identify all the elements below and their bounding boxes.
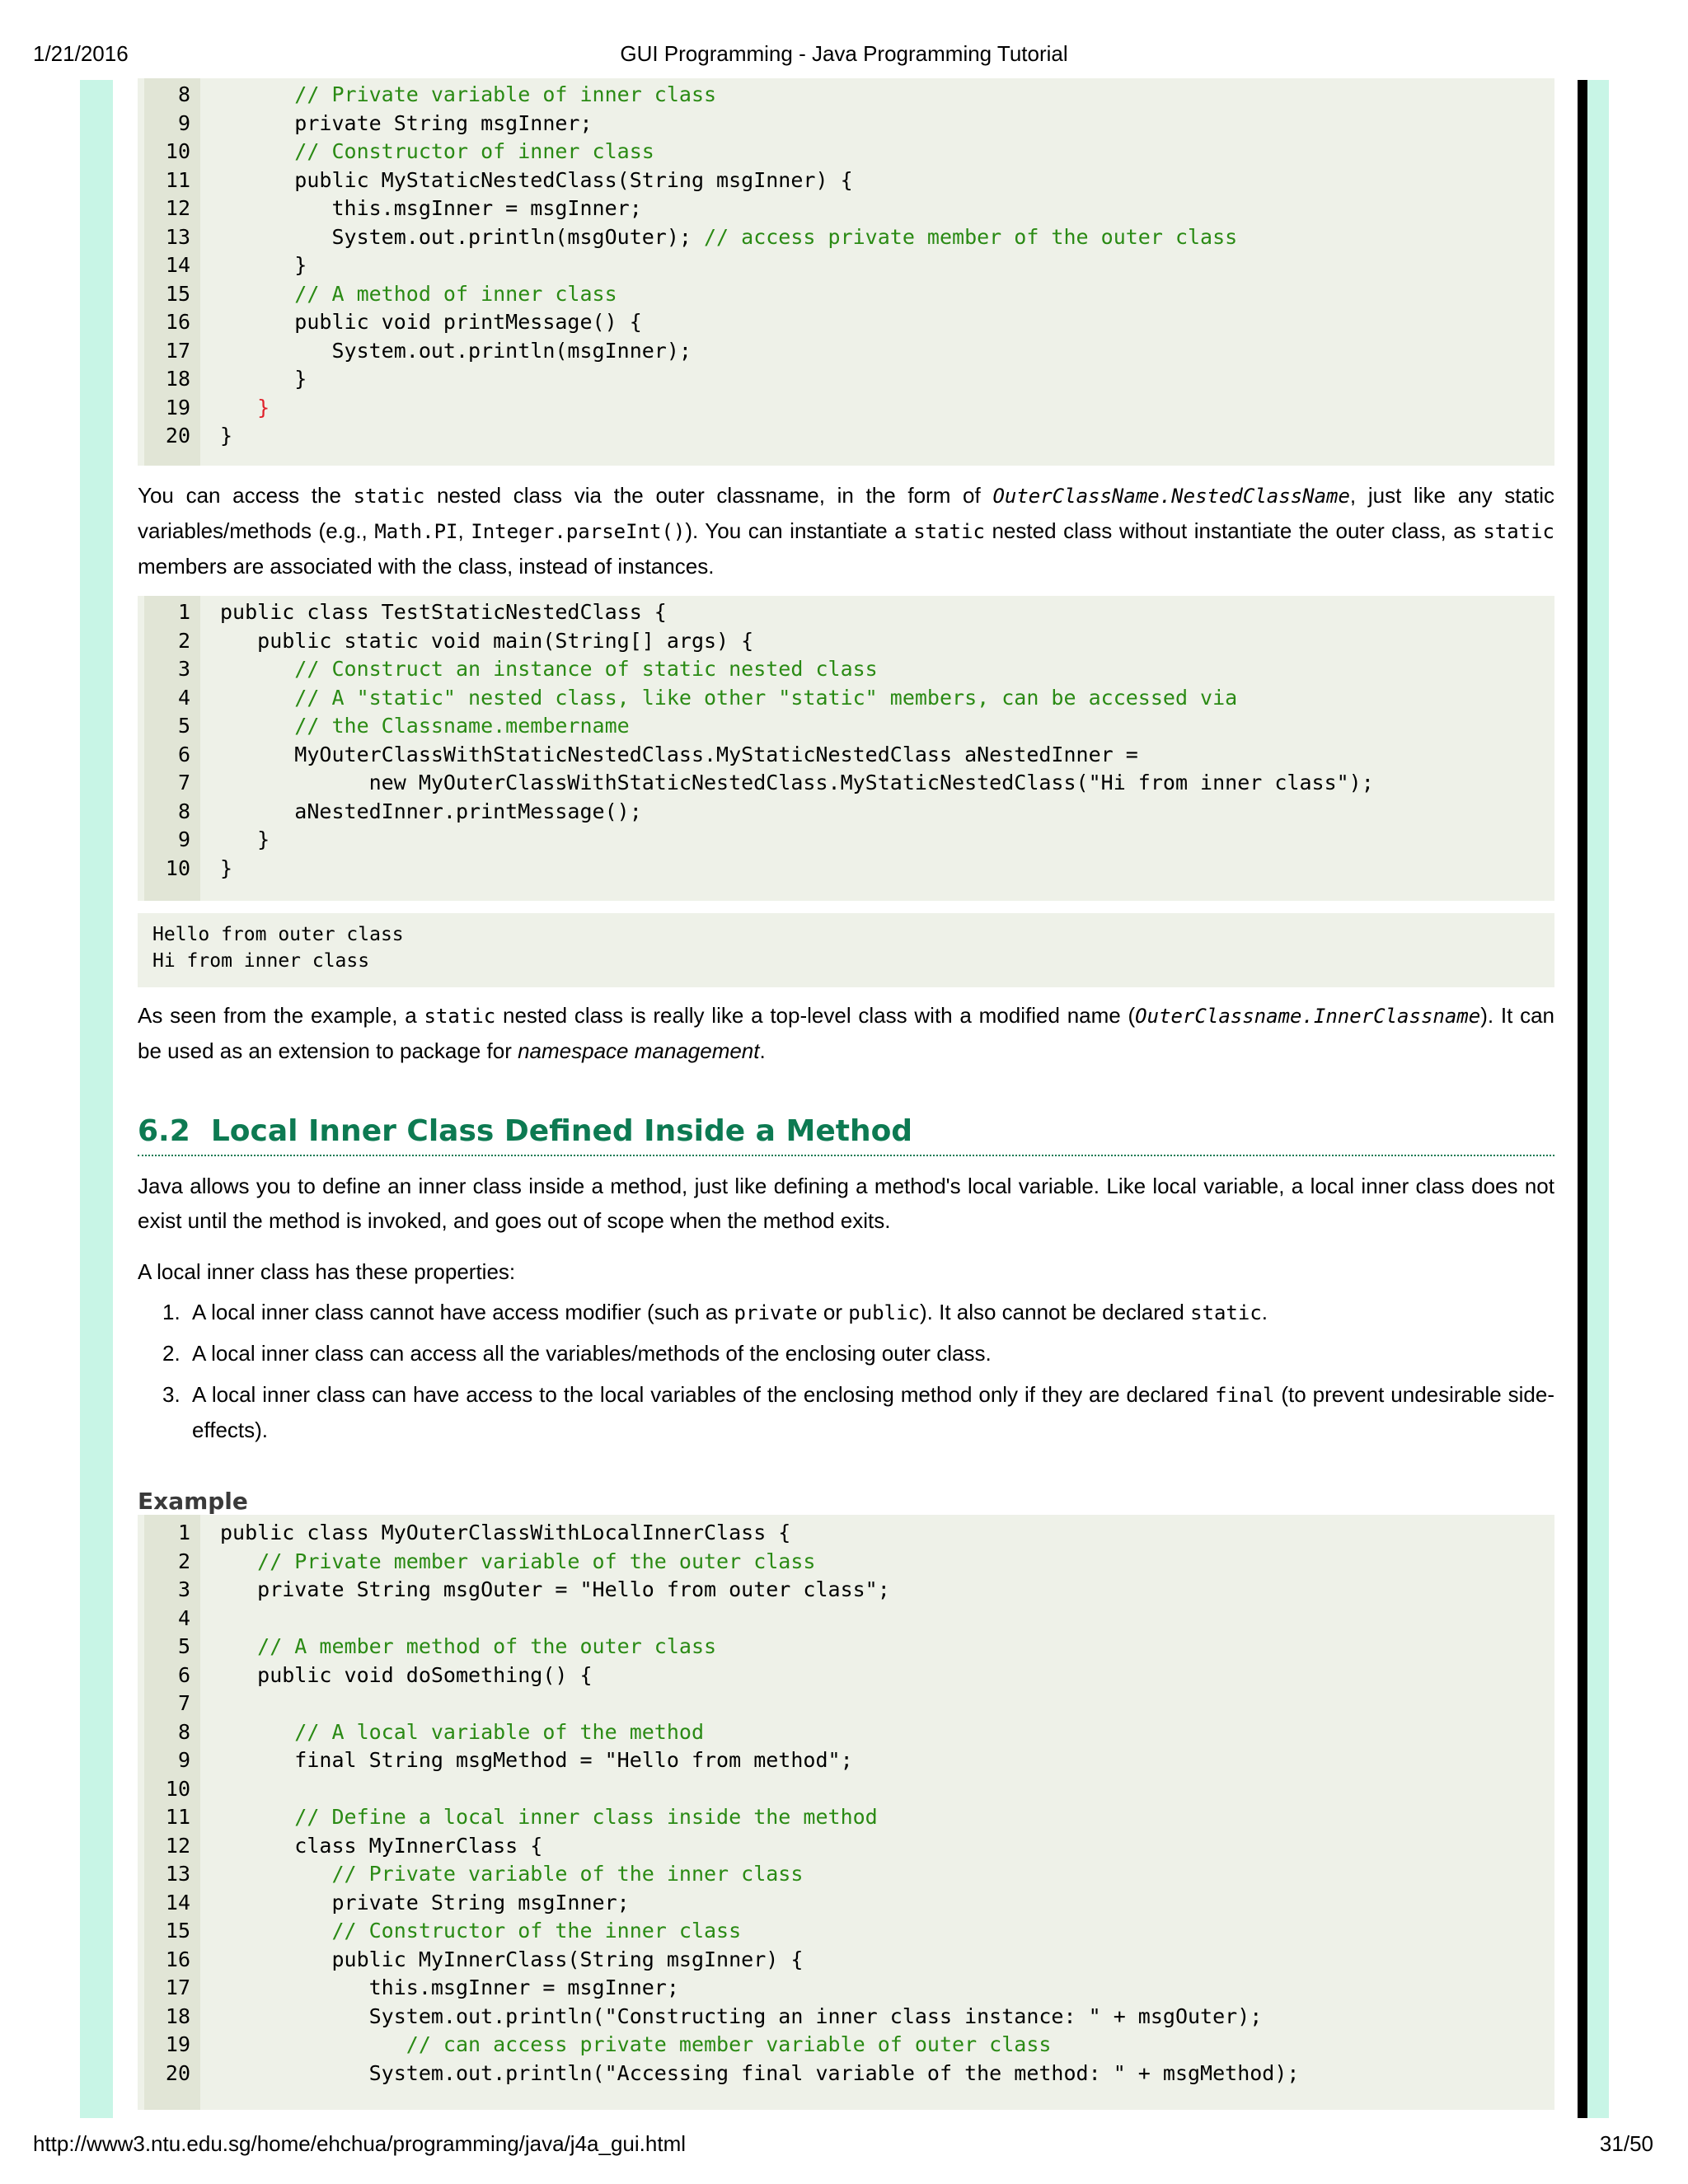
line-number: 1 bbox=[177, 1521, 190, 1544]
code-line bbox=[138, 1547, 1554, 1576]
code-line bbox=[138, 1916, 1554, 1945]
line-number: 10 bbox=[165, 1776, 190, 1801]
code-text: System.out.println("Accessing final variable of the method: " + msgMethod); bbox=[220, 2060, 1300, 2085]
code-text: // A method of inner class bbox=[220, 281, 617, 306]
code-line bbox=[138, 2002, 1554, 2031]
code-text: // Private variable of the inner class bbox=[220, 1862, 804, 1886]
code-text: } bbox=[220, 253, 307, 277]
inline-code: static bbox=[424, 1005, 496, 1028]
code-text: // Constructor of the inner class bbox=[220, 1919, 742, 1943]
code-block-static-nested bbox=[138, 78, 1554, 466]
inline-code: static bbox=[913, 520, 985, 543]
code-line bbox=[138, 1774, 1554, 1803]
line-number: 20 bbox=[165, 424, 190, 448]
line-number: 17 bbox=[165, 1975, 190, 1999]
line-number: 8 bbox=[177, 799, 190, 823]
inline-code: Integer.parseInt() bbox=[471, 520, 686, 543]
code-text: System.out.println("Constructing an inner class instance: " + msgOuter); bbox=[220, 2004, 1263, 2028]
code-text: MyOuterClassWithStaticNestedClass.MyStaticNestedClass aNestedInner = bbox=[220, 742, 1138, 766]
code-text: // Private variable of inner class bbox=[220, 82, 717, 106]
code-text: // Construct an instance of static nested class bbox=[220, 657, 878, 681]
inline-code: private bbox=[734, 1301, 818, 1324]
code-line bbox=[138, 626, 1554, 655]
code-line bbox=[138, 1945, 1554, 1974]
line-number: 1 bbox=[177, 600, 190, 624]
code-line bbox=[138, 1746, 1554, 1774]
line-number: 19 bbox=[165, 395, 190, 419]
code-line bbox=[138, 223, 1554, 251]
inline-code: public bbox=[848, 1301, 920, 1324]
code-line bbox=[138, 1604, 1554, 1633]
code-line bbox=[138, 854, 1554, 883]
code-text: } bbox=[220, 855, 233, 880]
line-number: 3 bbox=[177, 657, 190, 681]
code-line bbox=[138, 1973, 1554, 2002]
code-text: new MyOuterClassWithStaticNestedClass.MyStaticNestedClass("Hi from inner class"); bbox=[220, 771, 1374, 794]
line-number: 12 bbox=[165, 196, 190, 220]
code-line bbox=[138, 711, 1554, 740]
section-heading bbox=[138, 1114, 1554, 1156]
code-text: } bbox=[220, 827, 270, 851]
code-text: public static void main(String[] args) { bbox=[220, 628, 754, 653]
line-number: 6 bbox=[177, 742, 190, 766]
line-number: 4 bbox=[177, 1605, 190, 1630]
code-text: // A member method of the outer class bbox=[220, 1634, 717, 1658]
line-number: 15 bbox=[165, 1919, 190, 1943]
paragraph-static-access: You can access the static nested class via the outer classname, in the form of OuterClassName.NestedClassName, just like any static variables/methods (e.g., Math.PI, Integer.parseInt()). You can instantiate a static nested class without instantiate the outer class, as static members are associated with the class, instead of instances. bbox=[138, 483, 1555, 579]
code-text: // can access private member variable of outer class bbox=[220, 2032, 1052, 2056]
code-text: // A "static" nested class, like other "static" members, can be accessed via bbox=[220, 685, 1238, 710]
line-number: 7 bbox=[177, 1691, 190, 1715]
code-line bbox=[138, 1859, 1554, 1888]
code-comment: // access private member of the outer class bbox=[704, 224, 1238, 249]
code-line bbox=[138, 1718, 1554, 1746]
code-text: aNestedInner.printMessage(); bbox=[220, 799, 642, 823]
paragraph-static-explanation: As seen from the example, a static nested class is really like a top-level class with a modified name (OuterClassname.InnerClassname). It can be used as an extension to package for namespace management. bbox=[138, 1003, 1555, 1063]
code-line bbox=[138, 2059, 1554, 2088]
code-line bbox=[138, 166, 1554, 194]
code-block-test-static-nested bbox=[138, 596, 1554, 901]
header-title: GUI Programming - Java Programming Tutorial bbox=[620, 41, 1068, 66]
code-line bbox=[138, 1802, 1554, 1831]
program-output bbox=[138, 913, 1554, 987]
code-text: System.out.println(msgOuter); bbox=[220, 224, 704, 249]
header-date: 1/21/2016 bbox=[33, 41, 129, 66]
code-text: } bbox=[220, 367, 307, 391]
code-line bbox=[138, 137, 1554, 166]
code-line bbox=[138, 1575, 1554, 1604]
code-text: System.out.println(msgInner); bbox=[220, 338, 692, 363]
code-line bbox=[138, 2030, 1554, 2059]
line-number: 13 bbox=[165, 1862, 190, 1886]
line-number: 11 bbox=[165, 167, 190, 192]
code-text: public MyStaticNestedClass(String msgInner) { bbox=[220, 167, 853, 192]
output-line: Hi from inner class bbox=[152, 950, 370, 972]
code-text: // A local variable of the method bbox=[220, 1719, 704, 1744]
code-text: this.msgInner = msgInner; bbox=[220, 1975, 679, 1999]
line-number: 17 bbox=[165, 338, 190, 363]
line-number: 16 bbox=[165, 310, 190, 334]
line-number: 8 bbox=[177, 82, 190, 106]
line-number: 5 bbox=[177, 1634, 190, 1658]
code-text: // Private member variable of the outer class bbox=[220, 1549, 816, 1573]
inline-code: static bbox=[1190, 1301, 1262, 1324]
line-number: 14 bbox=[165, 253, 190, 277]
code-text: } bbox=[220, 424, 233, 448]
code-text: private String msgInner; bbox=[220, 1890, 630, 1915]
code-block-local-inner-class bbox=[138, 1515, 1554, 2110]
line-number: 9 bbox=[177, 1748, 190, 1772]
code-line bbox=[138, 825, 1554, 854]
code-line bbox=[138, 279, 1554, 308]
line-number: 9 bbox=[177, 827, 190, 851]
code-text: public class MyOuterClassWithLocalInnerClass { bbox=[220, 1521, 791, 1544]
footer-url: http://www3.ntu.edu.sg/home/ehchua/programming/java/j4a_gui.html bbox=[33, 2131, 686, 2156]
line-number: 7 bbox=[177, 771, 190, 794]
code-line bbox=[138, 1831, 1554, 1860]
code-line bbox=[138, 80, 1554, 109]
paragraph-properties-lead: A local inner class has these properties: bbox=[138, 1259, 516, 1284]
code-line bbox=[138, 109, 1554, 138]
code-text: public void printMessage() { bbox=[220, 310, 642, 334]
line-number: 19 bbox=[165, 2032, 190, 2056]
inline-code: Math.PI bbox=[374, 520, 458, 543]
code-text: // Define a local inner class inside the method bbox=[220, 1805, 878, 1829]
emphasis: namespace management bbox=[518, 1038, 760, 1063]
section-title: Local Inner Class Defined Inside a Method bbox=[210, 1114, 913, 1148]
code-line bbox=[138, 598, 1554, 626]
line-number: 14 bbox=[165, 1890, 190, 1915]
code-text: } bbox=[220, 395, 270, 419]
line-number: 5 bbox=[177, 714, 190, 738]
code-line bbox=[138, 797, 1554, 826]
code-line bbox=[138, 251, 1554, 279]
code-line bbox=[138, 1632, 1554, 1661]
line-number: 13 bbox=[165, 224, 190, 249]
line-number: 9 bbox=[177, 110, 190, 135]
code-line bbox=[138, 194, 1554, 223]
output-line: Hello from outer class bbox=[152, 924, 404, 945]
line-number: 18 bbox=[165, 367, 190, 391]
code-line bbox=[138, 1661, 1554, 1690]
code-text: public MyInnerClass(String msgInner) { bbox=[220, 1947, 804, 1971]
code-line bbox=[138, 740, 1554, 769]
code-text: class MyInnerClass { bbox=[220, 1833, 543, 1858]
code-text: // Constructor of inner class bbox=[220, 139, 654, 163]
line-number: 10 bbox=[165, 855, 190, 880]
code-text: final String msgMethod = "Hello from method"; bbox=[220, 1748, 853, 1772]
paragraph-local-inner-intro: Java allows you to define an inner class inside a method, just like defining a method's local variable. Like local variable, a local inner class does not exist until the method is invoked, and goes out of scope when the method exits. bbox=[138, 1174, 1554, 1233]
code-line bbox=[138, 768, 1554, 797]
code-line bbox=[138, 393, 1554, 422]
code-line bbox=[138, 421, 1554, 450]
line-number: 20 bbox=[165, 2060, 190, 2085]
line-number: 2 bbox=[177, 1549, 190, 1573]
footer-page-number: 31/50 bbox=[1599, 2131, 1653, 2156]
right-scrollbar-bar bbox=[1578, 80, 1587, 2118]
line-number: 11 bbox=[165, 1805, 190, 1829]
code-line bbox=[138, 307, 1554, 336]
inline-code: OuterClassName.NestedClassName bbox=[992, 485, 1350, 508]
code-line bbox=[138, 336, 1554, 365]
line-number: 8 bbox=[177, 1719, 190, 1744]
code-text: private String msgInner; bbox=[220, 110, 593, 135]
code-text: public void doSomething() { bbox=[220, 1662, 593, 1687]
inline-code: static bbox=[353, 485, 425, 508]
code-line bbox=[138, 683, 1554, 712]
code-line bbox=[138, 1689, 1554, 1718]
inline-code: OuterClassname.InnerClassname bbox=[1135, 1005, 1481, 1028]
code-text: this.msgInner = msgInner; bbox=[220, 196, 642, 220]
code-line bbox=[138, 364, 1554, 393]
line-number: 4 bbox=[177, 685, 190, 710]
code-line bbox=[138, 1518, 1554, 1547]
code-text: public class TestStaticNestedClass { bbox=[220, 600, 667, 624]
section-number: 6.2 bbox=[138, 1114, 190, 1148]
inline-code: final bbox=[1215, 1384, 1275, 1407]
example-heading: Example bbox=[138, 1488, 248, 1515]
line-number: 3 bbox=[177, 1577, 190, 1601]
inline-code: static bbox=[1483, 520, 1555, 543]
code-line bbox=[138, 654, 1554, 683]
line-number: 15 bbox=[165, 281, 190, 306]
line-number: 2 bbox=[177, 628, 190, 653]
line-number: 10 bbox=[165, 139, 190, 163]
line-number: 12 bbox=[165, 1833, 190, 1858]
line-number: 18 bbox=[165, 2004, 190, 2028]
line-number: 16 bbox=[165, 1947, 190, 1971]
line-number: 6 bbox=[177, 1662, 190, 1687]
code-line bbox=[138, 1888, 1554, 1917]
code-text: // the Classname.membername bbox=[220, 714, 630, 738]
left-margin-band bbox=[80, 80, 113, 2118]
code-text: private String msgOuter = "Hello from outer class"; bbox=[220, 1577, 890, 1601]
